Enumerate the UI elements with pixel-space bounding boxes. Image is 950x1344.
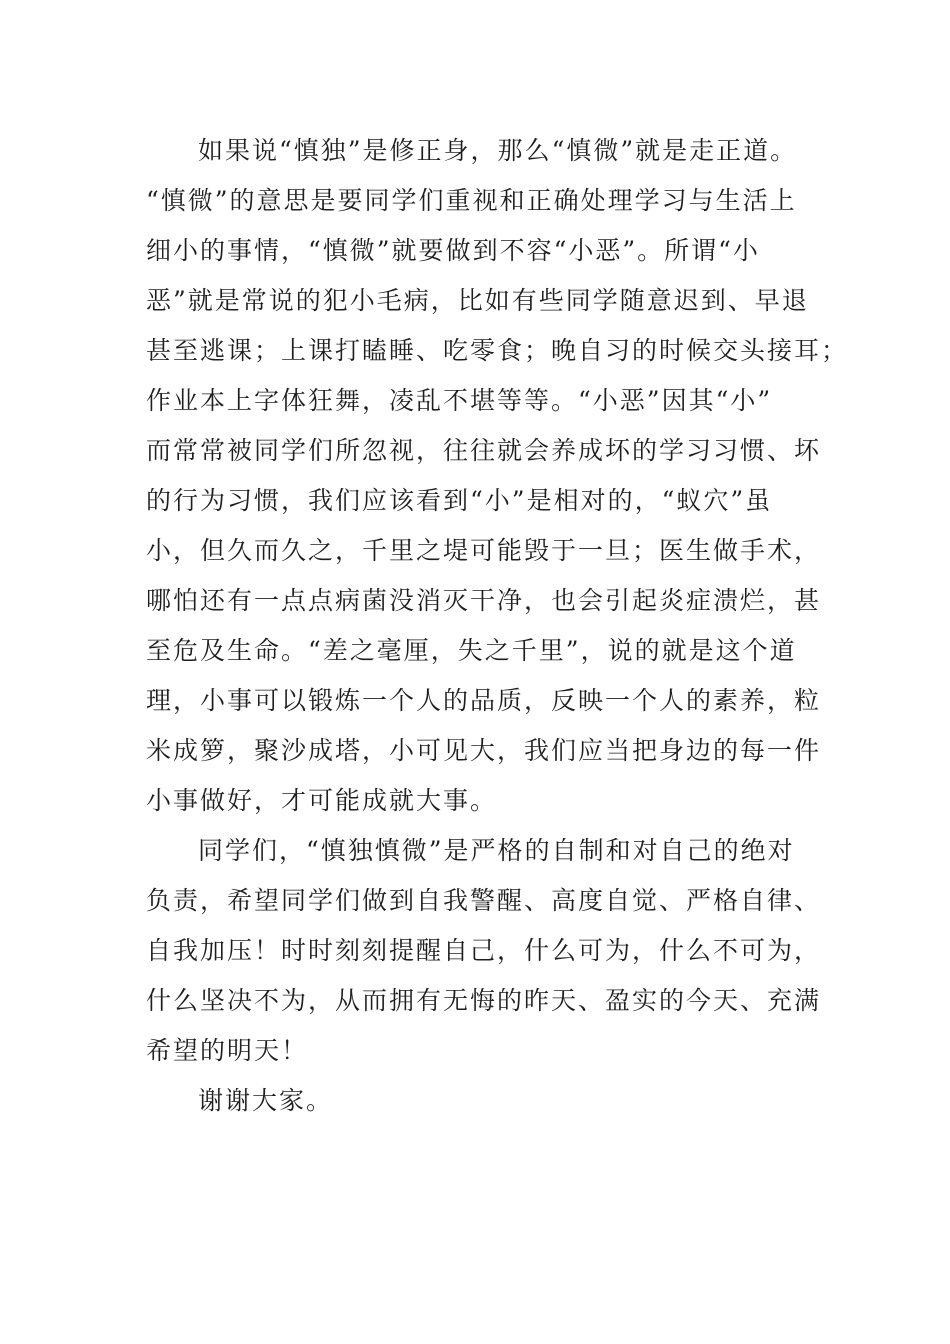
paragraph-line: “慎微”的意思是要同学们重视和正确处理学习与生活上 <box>146 186 797 215</box>
paragraph-line: 甚至逃课；上课打瞌睡、吃零食；晚自习的时候交头接耳； <box>146 336 849 365</box>
paragraph-line: 如果说“慎独”是修正身，那么“慎微”就是走正道。 <box>198 136 798 165</box>
paragraph-line: 希望的明天！ <box>146 1036 309 1065</box>
paragraph-line: 细小的事情，“慎微”就要做到不容“小恶”。所谓“小 <box>146 236 760 265</box>
paragraph-line: 负责，希望同学们做到自我警醒、高度自觉、严格自律、 <box>146 886 822 915</box>
paragraph-line: 作业本上字体狂舞，凌乱不堪等等。“小恶”因其“小” <box>146 386 773 415</box>
paragraph-line: 同学们，“慎独慎微”是严格的自制和对自己的绝对 <box>198 836 795 865</box>
paragraph-line: 什么坚决不为，从而拥有无悔的昨天、盈实的今天、充满 <box>146 986 822 1015</box>
paragraph-line: 小事做好，才可能成就大事。 <box>146 786 498 815</box>
paragraph-line: 理，小事可以锻炼一个人的品质，反映一个人的素养，粒 <box>146 686 822 715</box>
closing-line: 谢谢大家。 <box>198 1086 334 1115</box>
paragraph-line: 而常常被同学们所忽视，往往就会养成坏的学习习惯、坏 <box>146 436 822 465</box>
paragraph-line: 的行为习惯，我们应该看到“小”是相对的，“蚁穴”虽 <box>146 486 773 515</box>
paragraph-line: 小，但久而久之，千里之堤可能毁于一旦；医生做手术， <box>146 536 822 565</box>
paragraph-line: 至危及生命。“差之毫厘，失之千里”，说的就是这个道 <box>146 636 797 665</box>
document-body <box>146 126 849 1126</box>
paragraph-line: 哪怕还有一点点病菌没消灭干净，也会引起炎症溃烂，甚 <box>146 586 822 615</box>
paragraph-line: 恶”就是常说的犯小毛病，比如有些同学随意迟到、早退 <box>146 286 809 315</box>
paragraph-line: 自我加压！时时刻刻提醒自己，什么可为，什么不可为， <box>146 936 822 965</box>
paragraph-line: 米成箩，聚沙成塔，小可见大，我们应当把身边的每一件 <box>146 736 822 765</box>
